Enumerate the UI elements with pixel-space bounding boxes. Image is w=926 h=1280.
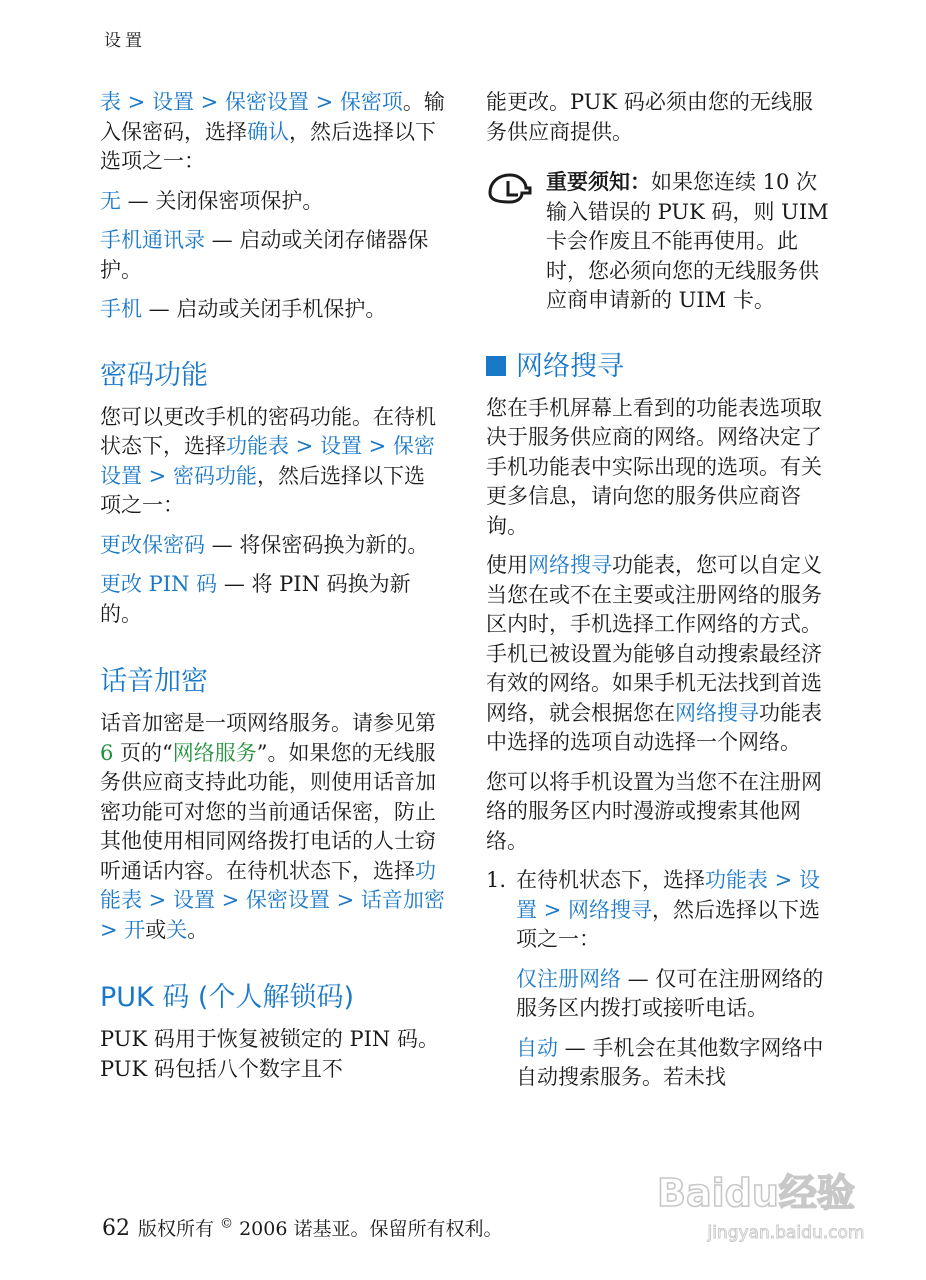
paragraph-menu-path: 表 > 设置 > 保密设置 > 保密项。输入保密码，选择确认，然后选择以下选项之一：: [100, 90, 445, 173]
heading-puk-code: PUK 码 (个人解锁码): [100, 982, 354, 1013]
paragraph-puk-continued: 能更改。PUK 码必须由您的无线服务供应商提供。: [486, 90, 813, 144]
copyright-year: 2006 诺基亚。保留所有权利。: [233, 1218, 503, 1240]
link-change-security-code[interactable]: 更改保密码: [100, 532, 205, 557]
link-settings[interactable]: 设置: [151, 90, 194, 114]
link-security-settings[interactable]: 保密设置: [100, 434, 435, 488]
link-network-search[interactable]: 网络搜寻: [528, 553, 612, 577]
watermark-url: jingyan.baidu.com: [707, 1223, 865, 1243]
note-text: 如果您连续 10 次输入错误的 PUK 码，则 UIM 卡会作废且不能再使用。此时，您必须向您的无线服务供应商申请新的 UIM 卡。: [546, 170, 829, 312]
heading-password-functions: 密码功能: [100, 359, 208, 391]
step-number: 1.: [486, 868, 507, 892]
hand-pointing-icon: [486, 167, 546, 316]
heading-voice-privacy: 话音加密: [100, 666, 208, 697]
left-column: [100, 88, 445, 1084]
link-voice-privacy[interactable]: 话音加密: [360, 888, 445, 912]
page-reference[interactable]: 6: [100, 740, 114, 765]
option-home-network: 仅注册网络 — 仅可在注册网络的服务区内拨打或接听电话。: [516, 966, 824, 1020]
link-network-search[interactable]: 网络搜寻: [567, 897, 652, 922]
link-menu[interactable]: 功能表: [226, 434, 289, 458]
option-phonebook: 手机通讯录 — 启动或关闭存储器保护。: [100, 228, 429, 282]
paragraph-voice-privacy: 话音加密是一项网络服务。请参见第 6 页的“网络服务”。如果您的无线服务供应商支持此功能，则使用话音加密功能可对您的当前通话保密，防止其他使用相同网络拨打电话的人士窃听通话内容。在待机状态下，选择功能表 > 设置 > 保密设置 > 话音加密 > 开或关。: [100, 711, 445, 942]
option-automatic: 自动 — 手机会在其他数字网络中自动搜索服务。若未找: [516, 1035, 824, 1089]
paragraph-network-usage: 使用网络搜寻功能表，您可以自定义当您在或不在主要或注册网络的服务区内时，手机选择工作网络的方式。手机已被设置为能够自动搜索最经济有效的网络。如果手机无法找到首选网络，就会根据您在网络搜寻功能表中选择的选项自动选择一个网络。: [486, 553, 822, 754]
paragraph-roaming: 您可以将手机设置为当您不在注册网络的服务区内时漫游或搜索其他网络。: [486, 769, 822, 853]
link-password-functions[interactable]: 密码功能: [172, 463, 257, 488]
link-phonebook[interactable]: 手机通讯录: [100, 228, 205, 252]
link-automatic[interactable]: 自动: [516, 1035, 558, 1060]
link-home-network-only[interactable]: 仅注册网络: [516, 966, 621, 991]
option-none: 无 — 关闭保密项保护。: [100, 188, 324, 213]
link-security-settings[interactable]: 保密设置: [245, 888, 330, 912]
link-settings[interactable]: 设置: [172, 888, 215, 912]
page-footer: [102, 1214, 502, 1241]
note-body: [546, 167, 831, 316]
step-body: 在待机状态下，选择功能表 > 设置 > 网络搜寻，然后选择以下选项之一：: [516, 868, 820, 951]
option-change-pin: 更改 PIN 码 — 将 PIN 码换为新的。: [100, 572, 411, 626]
link-menu[interactable]: 功能表: [705, 868, 768, 892]
link-menu[interactable]: 表: [100, 90, 121, 114]
link-change-pin[interactable]: 更改 PIN 码: [100, 572, 218, 596]
link-confirm[interactable]: 确认: [247, 119, 289, 144]
option-change-security-code: 更改保密码 — 将保密码换为新的。: [100, 532, 429, 557]
heading-network-search: 网络搜寻: [486, 350, 831, 384]
link-network-services[interactable]: 网络服务: [172, 740, 257, 765]
link-phone[interactable]: 手机: [100, 297, 142, 321]
link-on[interactable]: 开: [124, 917, 146, 942]
chapter-header: 设置: [104, 31, 146, 51]
link-security-items[interactable]: 保密项: [339, 90, 403, 114]
watermark-brand: Baidu经验: [657, 1171, 855, 1215]
note-label: 重要须知：: [546, 169, 651, 194]
paragraph-password: 您可以更改手机的密码功能。在待机状态下，选择功能表 > 设置 > 保密设置 > 密码功能，然后选择以下选项之一：: [100, 404, 436, 517]
link-network-search[interactable]: 网络搜寻: [675, 700, 759, 725]
right-column: [486, 88, 831, 1093]
link-menu[interactable]: 功能表: [100, 858, 436, 912]
baidu-watermark-logo: [626, 1160, 886, 1250]
option-phone: 手机 — 启动或关闭手机保护。: [100, 297, 387, 321]
link-settings[interactable]: 设置: [516, 868, 820, 922]
page-number: 62: [102, 1216, 130, 1241]
important-note: [486, 167, 831, 316]
link-security-settings[interactable]: 保密设置: [224, 90, 309, 114]
copyright-symbol: ©: [220, 1216, 234, 1232]
link-settings[interactable]: 设置: [319, 434, 362, 458]
copyright-text: 版权所有: [138, 1218, 221, 1240]
link-none[interactable]: 无: [100, 188, 121, 213]
paragraph-puk: PUK 码用于恢复被锁定的 PIN 码。PUK 码包括八个数字且不: [100, 1027, 439, 1081]
link-off[interactable]: 关: [166, 917, 188, 942]
step-1: [486, 866, 831, 955]
paragraph-network-intro: 您在手机屏幕上看到的功能表选项取决于服务供应商的网络。网络决定了手机功能表中实际出现的选项。有关更多信息，请向您的服务供应商咨询。: [486, 395, 822, 538]
